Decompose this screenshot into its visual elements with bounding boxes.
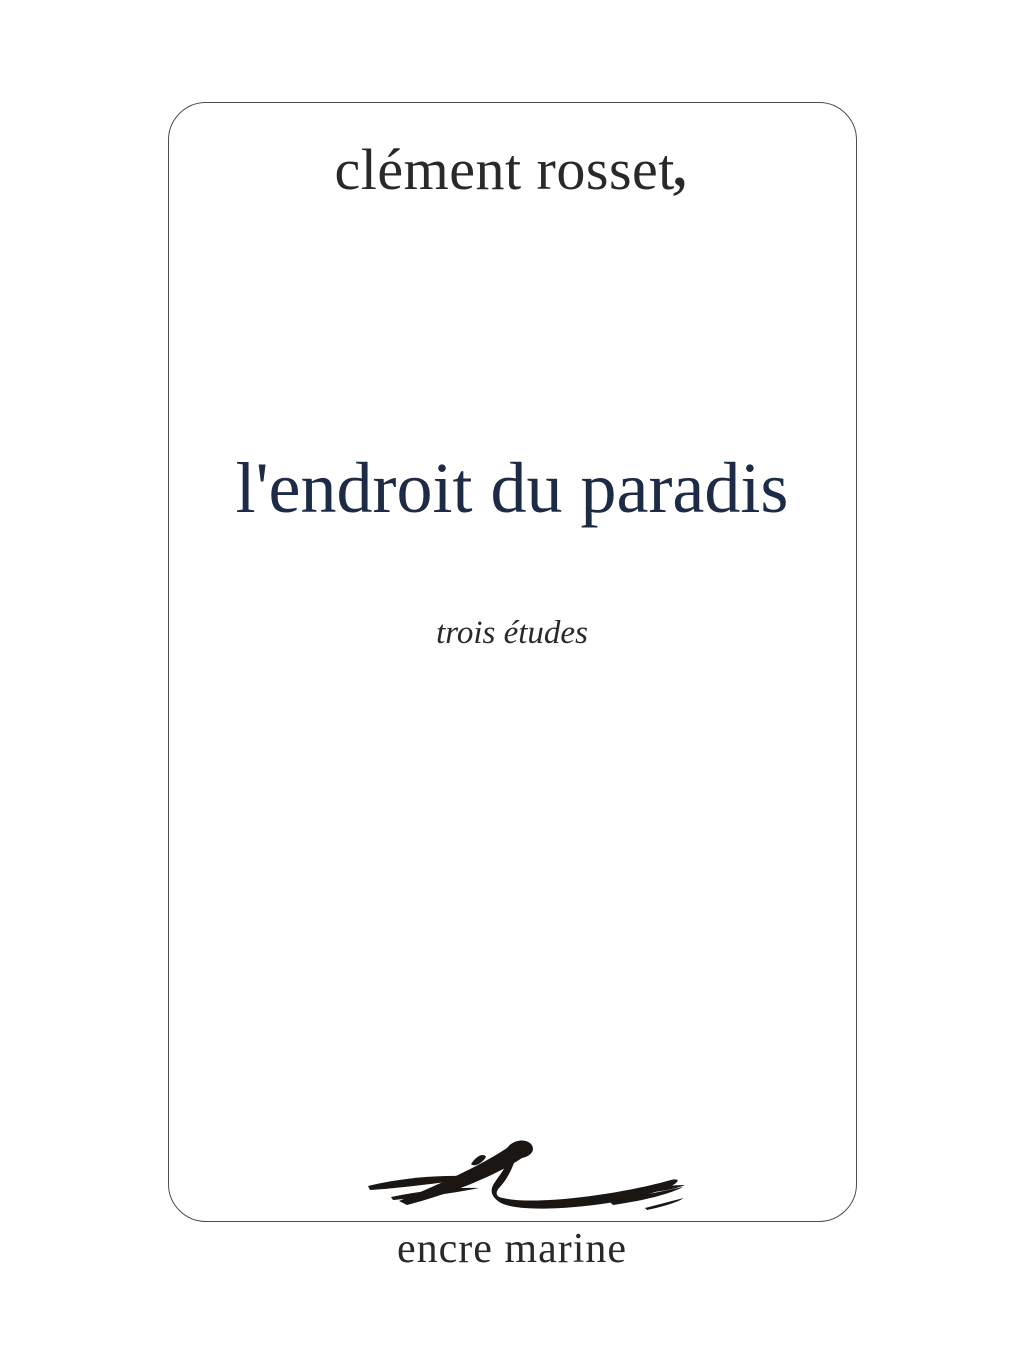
brush-stroke-logo-icon (355, 1128, 685, 1218)
book-cover-frame (168, 102, 857, 1222)
author-name-text: clément rosset (334, 137, 675, 202)
publisher-name: encre marine (396, 1226, 628, 1272)
author-name: clément rosset, (334, 120, 690, 202)
book-subtitle: trois études (436, 615, 588, 651)
book-title: l'endroit du paradis (235, 448, 789, 528)
